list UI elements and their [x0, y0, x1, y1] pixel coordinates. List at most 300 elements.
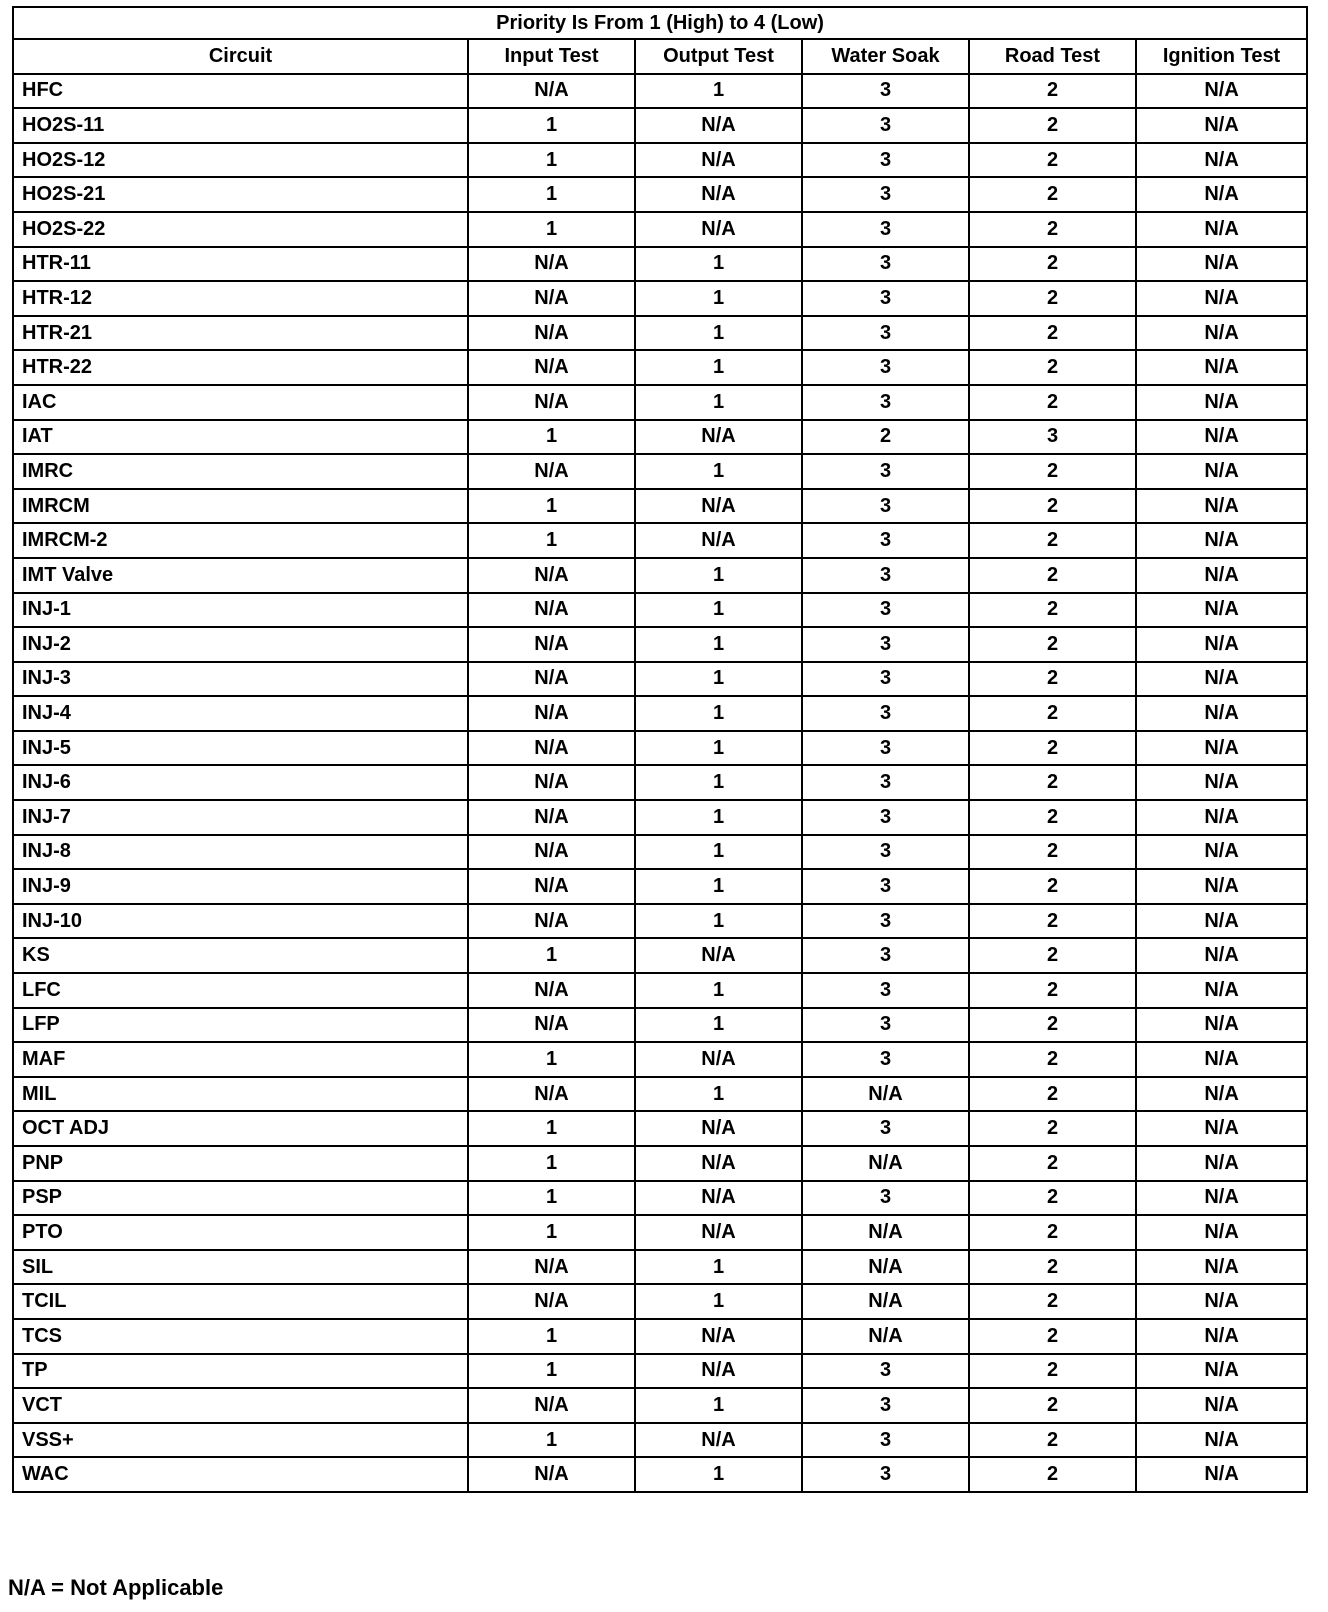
- cell-output-test: 1: [635, 385, 802, 420]
- cell-road-test: 2: [969, 1457, 1136, 1492]
- cell-ignition-test: N/A: [1136, 454, 1307, 489]
- cell-water-soak: 3: [802, 800, 969, 835]
- cell-input-test: 1: [468, 1042, 635, 1077]
- cell-road-test: 2: [969, 489, 1136, 524]
- cell-water-soak: 3: [802, 1181, 969, 1216]
- table-row: [13, 869, 1307, 904]
- header-row: [13, 39, 1307, 74]
- cell-circuit: PSP: [13, 1181, 468, 1216]
- cell-output-test: 1: [635, 350, 802, 385]
- cell-output-test: 1: [635, 765, 802, 800]
- table-row: [13, 1423, 1307, 1458]
- cell-road-test: 2: [969, 696, 1136, 731]
- cell-circuit: INJ-6: [13, 765, 468, 800]
- cell-output-test: 1: [635, 696, 802, 731]
- cell-road-test: 2: [969, 1250, 1136, 1285]
- cell-water-soak: 3: [802, 904, 969, 939]
- cell-output-test: 1: [635, 973, 802, 1008]
- cell-output-test: N/A: [635, 489, 802, 524]
- cell-input-test: 1: [468, 1181, 635, 1216]
- cell-ignition-test: N/A: [1136, 212, 1307, 247]
- table-body: [13, 74, 1307, 1492]
- cell-output-test: 1: [635, 835, 802, 870]
- cell-water-soak: 3: [802, 765, 969, 800]
- cell-ignition-test: N/A: [1136, 1319, 1307, 1354]
- cell-water-soak: 3: [802, 938, 969, 973]
- cell-ignition-test: N/A: [1136, 247, 1307, 282]
- cell-input-test: 1: [468, 938, 635, 973]
- cell-circuit: HFC: [13, 74, 468, 109]
- cell-ignition-test: N/A: [1136, 800, 1307, 835]
- cell-circuit: TCIL: [13, 1284, 468, 1319]
- cell-input-test: N/A: [468, 800, 635, 835]
- cell-ignition-test: N/A: [1136, 177, 1307, 212]
- cell-road-test: 2: [969, 1284, 1136, 1319]
- table-row: [13, 281, 1307, 316]
- cell-circuit: LFP: [13, 1008, 468, 1043]
- cell-output-test: 1: [635, 800, 802, 835]
- cell-circuit: PNP: [13, 1146, 468, 1181]
- cell-output-test: 1: [635, 1077, 802, 1112]
- cell-water-soak: 3: [802, 385, 969, 420]
- cell-road-test: 2: [969, 212, 1136, 247]
- cell-ignition-test: N/A: [1136, 1388, 1307, 1423]
- cell-ignition-test: N/A: [1136, 385, 1307, 420]
- cell-water-soak: 3: [802, 627, 969, 662]
- cell-output-test: 1: [635, 247, 802, 282]
- cell-circuit: HTR-11: [13, 247, 468, 282]
- cell-input-test: N/A: [468, 1008, 635, 1043]
- cell-input-test: 1: [468, 1215, 635, 1250]
- cell-road-test: 2: [969, 1215, 1136, 1250]
- cell-output-test: 1: [635, 662, 802, 697]
- cell-water-soak: 3: [802, 143, 969, 178]
- header-road-test: Road Test: [969, 39, 1136, 74]
- table-row: [13, 835, 1307, 870]
- cell-ignition-test: N/A: [1136, 143, 1307, 178]
- table-row: [13, 177, 1307, 212]
- cell-ignition-test: N/A: [1136, 1181, 1307, 1216]
- table-row: [13, 420, 1307, 455]
- priority-table: [12, 6, 1308, 1493]
- cell-output-test: 1: [635, 454, 802, 489]
- cell-water-soak: N/A: [802, 1319, 969, 1354]
- cell-input-test: 1: [468, 177, 635, 212]
- cell-output-test: N/A: [635, 938, 802, 973]
- table-row: [13, 1284, 1307, 1319]
- cell-road-test: 2: [969, 1111, 1136, 1146]
- cell-ignition-test: N/A: [1136, 938, 1307, 973]
- cell-water-soak: 3: [802, 1457, 969, 1492]
- cell-input-test: N/A: [468, 973, 635, 1008]
- cell-ignition-test: N/A: [1136, 558, 1307, 593]
- cell-water-soak: N/A: [802, 1284, 969, 1319]
- cell-water-soak: 3: [802, 108, 969, 143]
- cell-ignition-test: N/A: [1136, 593, 1307, 628]
- cell-input-test: N/A: [468, 385, 635, 420]
- cell-ignition-test: N/A: [1136, 74, 1307, 109]
- cell-circuit: IAC: [13, 385, 468, 420]
- cell-circuit: INJ-8: [13, 835, 468, 870]
- cell-water-soak: 3: [802, 973, 969, 1008]
- cell-road-test: 2: [969, 1008, 1136, 1043]
- cell-circuit: PTO: [13, 1215, 468, 1250]
- cell-water-soak: 3: [802, 177, 969, 212]
- cell-input-test: 1: [468, 143, 635, 178]
- cell-circuit: HO2S-22: [13, 212, 468, 247]
- cell-road-test: 2: [969, 731, 1136, 766]
- cell-road-test: 2: [969, 765, 1136, 800]
- cell-circuit: IMT Valve: [13, 558, 468, 593]
- cell-road-test: 2: [969, 1181, 1136, 1216]
- cell-circuit: OCT ADJ: [13, 1111, 468, 1146]
- cell-circuit: INJ-10: [13, 904, 468, 939]
- cell-output-test: N/A: [635, 1111, 802, 1146]
- cell-circuit: INJ-3: [13, 662, 468, 697]
- cell-water-soak: 3: [802, 558, 969, 593]
- cell-ignition-test: N/A: [1136, 662, 1307, 697]
- cell-input-test: N/A: [468, 662, 635, 697]
- cell-water-soak: 3: [802, 281, 969, 316]
- table-row: [13, 489, 1307, 524]
- cell-water-soak: 2: [802, 420, 969, 455]
- table-row: [13, 904, 1307, 939]
- title-row: [13, 7, 1307, 39]
- cell-input-test: N/A: [468, 627, 635, 662]
- cell-water-soak: 3: [802, 1008, 969, 1043]
- table-row: [13, 350, 1307, 385]
- cell-circuit: IMRC: [13, 454, 468, 489]
- cell-ignition-test: N/A: [1136, 420, 1307, 455]
- cell-circuit: IAT: [13, 420, 468, 455]
- cell-circuit: WAC: [13, 1457, 468, 1492]
- table-row: [13, 523, 1307, 558]
- table-row: [13, 1250, 1307, 1285]
- cell-input-test: N/A: [468, 1077, 635, 1112]
- cell-input-test: N/A: [468, 593, 635, 628]
- cell-water-soak: 3: [802, 696, 969, 731]
- cell-circuit: MAF: [13, 1042, 468, 1077]
- cell-water-soak: 3: [802, 1111, 969, 1146]
- cell-water-soak: 3: [802, 835, 969, 870]
- header-ignition-test: Ignition Test: [1136, 39, 1307, 74]
- cell-input-test: 1: [468, 1146, 635, 1181]
- cell-ignition-test: N/A: [1136, 731, 1307, 766]
- table-row: [13, 1388, 1307, 1423]
- cell-circuit: INJ-9: [13, 869, 468, 904]
- cell-output-test: N/A: [635, 212, 802, 247]
- cell-input-test: 1: [468, 1319, 635, 1354]
- cell-ignition-test: N/A: [1136, 108, 1307, 143]
- cell-output-test: 1: [635, 904, 802, 939]
- cell-circuit: HTR-21: [13, 316, 468, 351]
- cell-ignition-test: N/A: [1136, 1146, 1307, 1181]
- table-row: [13, 696, 1307, 731]
- table-row: [13, 212, 1307, 247]
- cell-water-soak: 3: [802, 869, 969, 904]
- table-row: [13, 593, 1307, 628]
- table-row: [13, 247, 1307, 282]
- cell-ignition-test: N/A: [1136, 523, 1307, 558]
- table-row: [13, 1042, 1307, 1077]
- cell-road-test: 2: [969, 1354, 1136, 1389]
- cell-ignition-test: N/A: [1136, 1457, 1307, 1492]
- header-water-soak: Water Soak: [802, 39, 969, 74]
- cell-input-test: N/A: [468, 558, 635, 593]
- table-row: [13, 1319, 1307, 1354]
- cell-output-test: 1: [635, 1284, 802, 1319]
- cell-ignition-test: N/A: [1136, 627, 1307, 662]
- cell-circuit: IMRCM: [13, 489, 468, 524]
- header-output-test: Output Test: [635, 39, 802, 74]
- table-row: [13, 454, 1307, 489]
- cell-circuit: INJ-2: [13, 627, 468, 662]
- cell-water-soak: 3: [802, 74, 969, 109]
- table-row: [13, 1354, 1307, 1389]
- cell-water-soak: 3: [802, 212, 969, 247]
- cell-input-test: 1: [468, 523, 635, 558]
- cell-water-soak: 3: [802, 523, 969, 558]
- table-row: [13, 938, 1307, 973]
- cell-ignition-test: N/A: [1136, 1042, 1307, 1077]
- cell-road-test: 2: [969, 662, 1136, 697]
- footnote: N/A = Not Applicable: [8, 1575, 224, 1600]
- cell-output-test: 1: [635, 1457, 802, 1492]
- cell-output-test: 1: [635, 731, 802, 766]
- cell-circuit: INJ-5: [13, 731, 468, 766]
- cell-road-test: 2: [969, 247, 1136, 282]
- cell-ignition-test: N/A: [1136, 765, 1307, 800]
- cell-ignition-test: N/A: [1136, 350, 1307, 385]
- cell-road-test: 2: [969, 835, 1136, 870]
- table-row: [13, 1146, 1307, 1181]
- cell-output-test: N/A: [635, 143, 802, 178]
- cell-output-test: 1: [635, 1250, 802, 1285]
- table-row: [13, 731, 1307, 766]
- cell-input-test: N/A: [468, 350, 635, 385]
- cell-circuit: HO2S-11: [13, 108, 468, 143]
- cell-output-test: N/A: [635, 1423, 802, 1458]
- cell-road-test: 2: [969, 1388, 1136, 1423]
- cell-ignition-test: N/A: [1136, 1215, 1307, 1250]
- cell-circuit: SIL: [13, 1250, 468, 1285]
- cell-water-soak: 3: [802, 1354, 969, 1389]
- cell-ignition-test: N/A: [1136, 1423, 1307, 1458]
- cell-input-test: 1: [468, 489, 635, 524]
- cell-input-test: 1: [468, 1354, 635, 1389]
- cell-water-soak: N/A: [802, 1215, 969, 1250]
- cell-output-test: 1: [635, 558, 802, 593]
- table-row: [13, 1457, 1307, 1492]
- cell-water-soak: N/A: [802, 1250, 969, 1285]
- cell-circuit: HO2S-21: [13, 177, 468, 212]
- cell-road-test: 2: [969, 1423, 1136, 1458]
- cell-input-test: N/A: [468, 1250, 635, 1285]
- cell-input-test: 1: [468, 1111, 635, 1146]
- cell-ignition-test: N/A: [1136, 835, 1307, 870]
- cell-input-test: N/A: [468, 765, 635, 800]
- cell-circuit: VCT: [13, 1388, 468, 1423]
- cell-input-test: N/A: [468, 316, 635, 351]
- header-input-test: Input Test: [468, 39, 635, 74]
- cell-output-test: N/A: [635, 1042, 802, 1077]
- cell-circuit: INJ-1: [13, 593, 468, 628]
- cell-circuit: INJ-7: [13, 800, 468, 835]
- table-row: [13, 108, 1307, 143]
- cell-output-test: N/A: [635, 420, 802, 455]
- cell-output-test: N/A: [635, 177, 802, 212]
- cell-road-test: 2: [969, 177, 1136, 212]
- cell-road-test: 2: [969, 904, 1136, 939]
- cell-output-test: 1: [635, 74, 802, 109]
- cell-circuit: HTR-12: [13, 281, 468, 316]
- cell-water-soak: N/A: [802, 1077, 969, 1112]
- cell-circuit: INJ-4: [13, 696, 468, 731]
- cell-input-test: 1: [468, 1423, 635, 1458]
- cell-output-test: N/A: [635, 1181, 802, 1216]
- cell-ignition-test: N/A: [1136, 1111, 1307, 1146]
- cell-input-test: N/A: [468, 904, 635, 939]
- cell-output-test: N/A: [635, 108, 802, 143]
- cell-water-soak: 3: [802, 662, 969, 697]
- cell-road-test: 2: [969, 523, 1136, 558]
- cell-input-test: N/A: [468, 696, 635, 731]
- cell-road-test: 2: [969, 627, 1136, 662]
- cell-input-test: N/A: [468, 835, 635, 870]
- table-row: [13, 1008, 1307, 1043]
- cell-road-test: 2: [969, 143, 1136, 178]
- cell-road-test: 2: [969, 1319, 1136, 1354]
- cell-output-test: N/A: [635, 523, 802, 558]
- cell-water-soak: 3: [802, 247, 969, 282]
- cell-circuit: LFC: [13, 973, 468, 1008]
- cell-road-test: 2: [969, 108, 1136, 143]
- cell-input-test: N/A: [468, 731, 635, 766]
- cell-road-test: 2: [969, 973, 1136, 1008]
- cell-input-test: N/A: [468, 869, 635, 904]
- cell-road-test: 3: [969, 420, 1136, 455]
- cell-input-test: 1: [468, 420, 635, 455]
- cell-water-soak: 3: [802, 489, 969, 524]
- cell-ignition-test: N/A: [1136, 696, 1307, 731]
- cell-water-soak: N/A: [802, 1146, 969, 1181]
- table-title: Priority Is From 1 (High) to 4 (Low): [13, 7, 1307, 39]
- cell-ignition-test: N/A: [1136, 281, 1307, 316]
- cell-road-test: 2: [969, 1146, 1136, 1181]
- cell-input-test: 1: [468, 212, 635, 247]
- table-row: [13, 973, 1307, 1008]
- cell-circuit: VSS+: [13, 1423, 468, 1458]
- cell-ignition-test: N/A: [1136, 489, 1307, 524]
- cell-output-test: N/A: [635, 1215, 802, 1250]
- header-circuit: Circuit: [13, 39, 468, 74]
- priority-table-container: [12, 6, 1306, 1493]
- cell-water-soak: 3: [802, 350, 969, 385]
- cell-circuit: HO2S-12: [13, 143, 468, 178]
- table-row: [13, 558, 1307, 593]
- table-row: [13, 662, 1307, 697]
- cell-input-test: N/A: [468, 1388, 635, 1423]
- cell-circuit: KS: [13, 938, 468, 973]
- cell-output-test: 1: [635, 627, 802, 662]
- cell-road-test: 2: [969, 385, 1136, 420]
- cell-output-test: N/A: [635, 1319, 802, 1354]
- table-row: [13, 1181, 1307, 1216]
- table-row: [13, 800, 1307, 835]
- cell-road-test: 2: [969, 869, 1136, 904]
- table-row: [13, 1215, 1307, 1250]
- cell-circuit: TCS: [13, 1319, 468, 1354]
- cell-water-soak: 3: [802, 593, 969, 628]
- cell-water-soak: 3: [802, 1423, 969, 1458]
- cell-road-test: 2: [969, 1042, 1136, 1077]
- cell-road-test: 2: [969, 593, 1136, 628]
- table-row: [13, 74, 1307, 109]
- table-row: [13, 1077, 1307, 1112]
- cell-ignition-test: N/A: [1136, 973, 1307, 1008]
- cell-output-test: 1: [635, 1008, 802, 1043]
- cell-ignition-test: N/A: [1136, 1354, 1307, 1389]
- cell-ignition-test: N/A: [1136, 316, 1307, 351]
- cell-road-test: 2: [969, 316, 1136, 351]
- cell-output-test: 1: [635, 1388, 802, 1423]
- table-row: [13, 143, 1307, 178]
- cell-ignition-test: N/A: [1136, 904, 1307, 939]
- table-row: [13, 316, 1307, 351]
- table-row: [13, 627, 1307, 662]
- cell-water-soak: 3: [802, 731, 969, 766]
- cell-output-test: 1: [635, 316, 802, 351]
- cell-input-test: N/A: [468, 1457, 635, 1492]
- cell-circuit: TP: [13, 1354, 468, 1389]
- cell-road-test: 2: [969, 350, 1136, 385]
- cell-input-test: N/A: [468, 281, 635, 316]
- table-row: [13, 765, 1307, 800]
- cell-output-test: 1: [635, 593, 802, 628]
- cell-output-test: 1: [635, 281, 802, 316]
- cell-water-soak: 3: [802, 1042, 969, 1077]
- cell-input-test: N/A: [468, 454, 635, 489]
- cell-output-test: N/A: [635, 1146, 802, 1181]
- cell-road-test: 2: [969, 1077, 1136, 1112]
- cell-input-test: N/A: [468, 1284, 635, 1319]
- cell-input-test: 1: [468, 108, 635, 143]
- cell-input-test: N/A: [468, 247, 635, 282]
- cell-road-test: 2: [969, 800, 1136, 835]
- cell-output-test: 1: [635, 869, 802, 904]
- cell-road-test: 2: [969, 454, 1136, 489]
- cell-road-test: 2: [969, 938, 1136, 973]
- cell-road-test: 2: [969, 558, 1136, 593]
- cell-road-test: 2: [969, 74, 1136, 109]
- table-row: [13, 1111, 1307, 1146]
- cell-ignition-test: N/A: [1136, 1008, 1307, 1043]
- cell-ignition-test: N/A: [1136, 1284, 1307, 1319]
- cell-ignition-test: N/A: [1136, 869, 1307, 904]
- cell-water-soak: 3: [802, 316, 969, 351]
- cell-input-test: N/A: [468, 74, 635, 109]
- cell-ignition-test: N/A: [1136, 1250, 1307, 1285]
- cell-water-soak: 3: [802, 454, 969, 489]
- cell-water-soak: 3: [802, 1388, 969, 1423]
- cell-circuit: HTR-22: [13, 350, 468, 385]
- cell-output-test: N/A: [635, 1354, 802, 1389]
- cell-circuit: IMRCM-2: [13, 523, 468, 558]
- cell-ignition-test: N/A: [1136, 1077, 1307, 1112]
- cell-road-test: 2: [969, 281, 1136, 316]
- table-row: [13, 385, 1307, 420]
- cell-circuit: MIL: [13, 1077, 468, 1112]
